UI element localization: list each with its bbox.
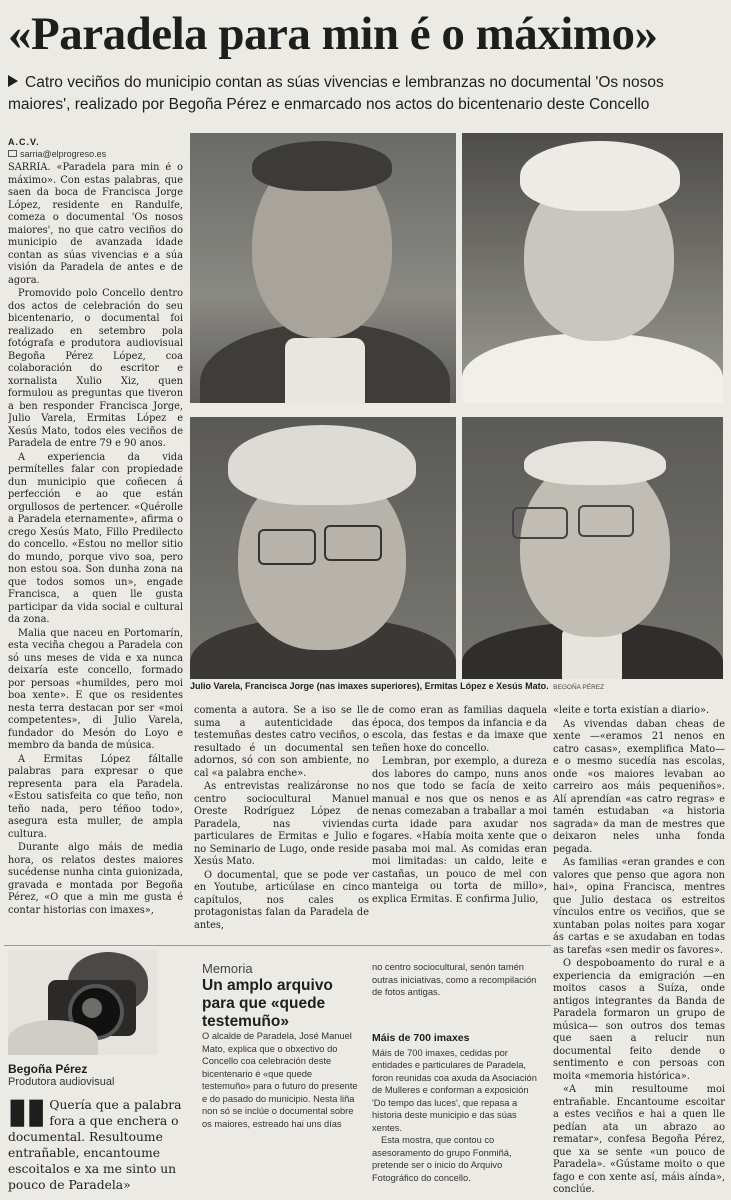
sidebar-column-1 [202,1030,362,1195]
pull-quote [8,1093,188,1193]
sidebar-label: Memoria [202,961,253,976]
paragraph: comenta a autora. Se a iso se lle suma a autenticidade das testemuñas destes catro veciños, o resultado é un documental sen adornos, só con son ambiente, no cal «a palabra enche». [194,705,369,779]
promo-role: Produtora audiovisual [8,1076,115,1088]
paragraph: O documental, que se pode ver en Youtube, articúlase en cinco capítulos, nos cales os protagonistas falan da Paradela de antes, [194,869,369,931]
paragraph: Durante algo máis de media hora, os relatos destes maiores sucédense nunha cinta guionizada, gravada e montada por Begoña Pérez, «O que a min me gusta é contar historias con imaxes», [8,842,183,916]
photo-caption [190,680,720,694]
promo-name: Begoña Pérez [8,1062,88,1076]
sidebar-column-2-top [372,961,542,1021]
byline-author: A.C.V. [8,137,40,147]
sidebar-paragraph: no centro sociocultural, senón tamén outras iniciativas, como a recompilación de fotos antigas. [372,962,537,997]
quote-mark-icon: ▮▮ [8,1093,46,1130]
paragraph: As entrevistas realizáronse no centro sociocultural Manuel Oreste Rodríguez López de Paradela, nas viviendas particulares de Ermitas e Julio e no Seminario de Lugo, onde reside Xesús Mato. [194,781,369,867]
sidebar-title: Un amplo arquivo para que «quede testemuño» [202,977,333,1030]
article-column-4 [553,705,725,1195]
sidebar-paragraph: Máis de 700 imaxes, cedidas por entidades e particulares de Paradela, foron reunidas coa axuda da Asociación de Mulleres e conforman a exposición 'Do tempo das luces', que repasa a historia deste municipio e das súas xentes. [372,1047,537,1133]
sidebar-subhead: Máis de 700 imaxes [372,1032,470,1044]
paragraph: As familias «eran grandes e con valores que penso que agora non hai», opina Francisca, mentres que Julio destaca os estreitos vínculos entre os veciños, que se xuntaban polas noites para xogar ás cartas e se axudaban en todas as tarefas «sen medir os favores». [553,857,725,956]
paragraph: «A min resultoume moi entrañable. Encantoume escoitar a estes veciños e hai a quen lle pedían ata un abrazo ao rematar», confesa Begoña Pérez, que xa se sente «un pouco de Paradela». «Gústame moito o que fago e con xente así, máis aínda», conclúe. [553,1084,725,1195]
sidebar-column-2 [372,1032,542,1192]
article-column-1 [8,162,183,942]
pull-quote-text: Quería que a palabra fora a que enchera o documental. Resultoume entrañable, encantoume escoitalos e xa me sinto un pouco de Paradela» [8,1098,182,1192]
paragraph: A Ermitas López fáltalle palabras para expresar o que representa para ela Paradela. «Estou satisfeita co que teño, non teño nada, pero téñoo todo», asegura esta muller, de ampla cultura. [8,753,183,840]
paragraph: de como eran as familias daquela época, dos tempos da infancia e da escola, das festas e da imaxe que teñen hoxe do concello. [372,705,547,754]
photo-begona-perez [8,950,158,1055]
byline-email[interactable]: sarria@elprogreso.es [20,149,107,159]
dek-text: Catro veciños do municipio contan as súas vivencias e lembranzas no documental 'Os nosos maiores', realizado por Begoña Pérez e enmarcado nos actos do bicentenario deste Concello [8,74,664,113]
paragraph: A experiencia da vida permítelles falar con propiedade dun municipio que coñecen á perfección e ao que están orgullosos de pertencer. «Quérolle a Paradela eternamente», afirma o crego Xesús Mato, Fillo Predilecto do concello. «Estou no mellor sitio do mundo, porque vivo soa, pero non estou soa. Son dunha zona na que todos somos un», engade Francisca, a quen lle gusta participar da vida social e cultural da zona. [8,451,183,625]
photo-ermitas-lopez [190,417,456,679]
paragraph: Malia que naceu en Portomarín, esta veciña chegou a Paradela con só uns meses de vida e xa nunca deixaría este concello, formado por persoas «humildes, pero moi boa xente». E que os residentes nesta terra destacan por ser «moi competentes», di Julio Varela, fundador do Mesón do Loyo e membro da banda de música. [8,627,183,751]
paragraph: SARRIA. «Paradela para min é o máximo». Con estas palabras, que saen da boca de Francisca Jorge López, residente en Randulfe, comeza o documental 'Os nosos maiores', no que catro veciños do municipio de avanzada idade contan as súas vivencias e a súa visión da Paradela de antes e de agora. [8,162,183,286]
article-column-2 [194,705,369,945]
paragraph: «leite e torta existían a diario». [553,705,710,716]
envelope-icon [8,150,17,157]
photo-credit: BEGOÑA PÉREZ [553,684,605,691]
sidebar-paragraph: O alcalde de Paradela, José Manuel Mato, explica que o obxectivo do Concello coa celebración deste bicentenario é «que quede testemuño» para o futuro do presente e do pasado do municipio. Nesta liña non só se inclúe o documental sobre os maiores, estreado hai uns días [202,1031,358,1129]
triangle-right-icon [8,75,18,87]
paragraph: As vivendas daban cheas de xente —«eramos 21 nenos en catro casas», exemplifica Mato— e o mesmo sucedía nas escolas, onde «os maiores levaban ao carreiro aos máis pequeniños». Alí aprendían «as catro regras» e tamén estudaban «a historia sagrada» da man de mestres que deixaron neles unha fonda pegada. [553,718,725,855]
paragraph: O despoboamento do rural e a experiencia da emigración —en moitos casos a Suíza, onde antigos integrantes da Banda de Paradela formaron un grupo de música— son outros dos temas que saen a relucir nun documental feito dende o sentimento e con persoas con moita «memoria histórica». [553,958,725,1082]
article-column-3 [372,705,547,945]
dek [8,72,723,116]
sidebar-paragraph: Esta mostra, que contou co asesoramento do grupo Fonmiñá, pretende ser o inicio do Arquivo Fotográfico do concello. [372,1135,512,1183]
paragraph: Lembran, por exemplo, a dureza dos labores do campo, nuns anos nos que todo se facía de xeito manual e nos que os nenos e as nenas comezaban a traballar a moi curta idade para axudar nos fogares. «Había moita xente que o pasaba moi mal. As comidas eran moi limitadas: un caldo, leite e castañas, un pouco de mel con manteiga ou torta de millo», explica Ermitas. E confirma Julio, [372,756,547,905]
photo-xesus-mato [462,417,723,679]
photo-julio-varela [190,133,456,403]
headline: «Paradela para min é o máximo» [8,8,658,60]
photo-francisca-jorge [462,133,723,403]
byline [8,136,106,160]
caption-text: Julio Varela, Francisca Jorge (nas imaxes superiores), Ermitas López e Xesús Mato. [190,681,549,691]
paragraph: Promovido polo Concello dentro dos actos de celebración do seu bicentenario, o documental foi realizado en setembro pola fotógrafa e produtora audiovisual Begoña Pérez López, coa colaboración do escritor e xornalista Xulio Xiz, quen formulou as preguntas que tiveron a ben responder Francisca Jorge, Julio Varela, Ermitas López e Xesús Mato, todos eles veciños de Paradela de entre 79 e 90 anos. [8,288,183,449]
